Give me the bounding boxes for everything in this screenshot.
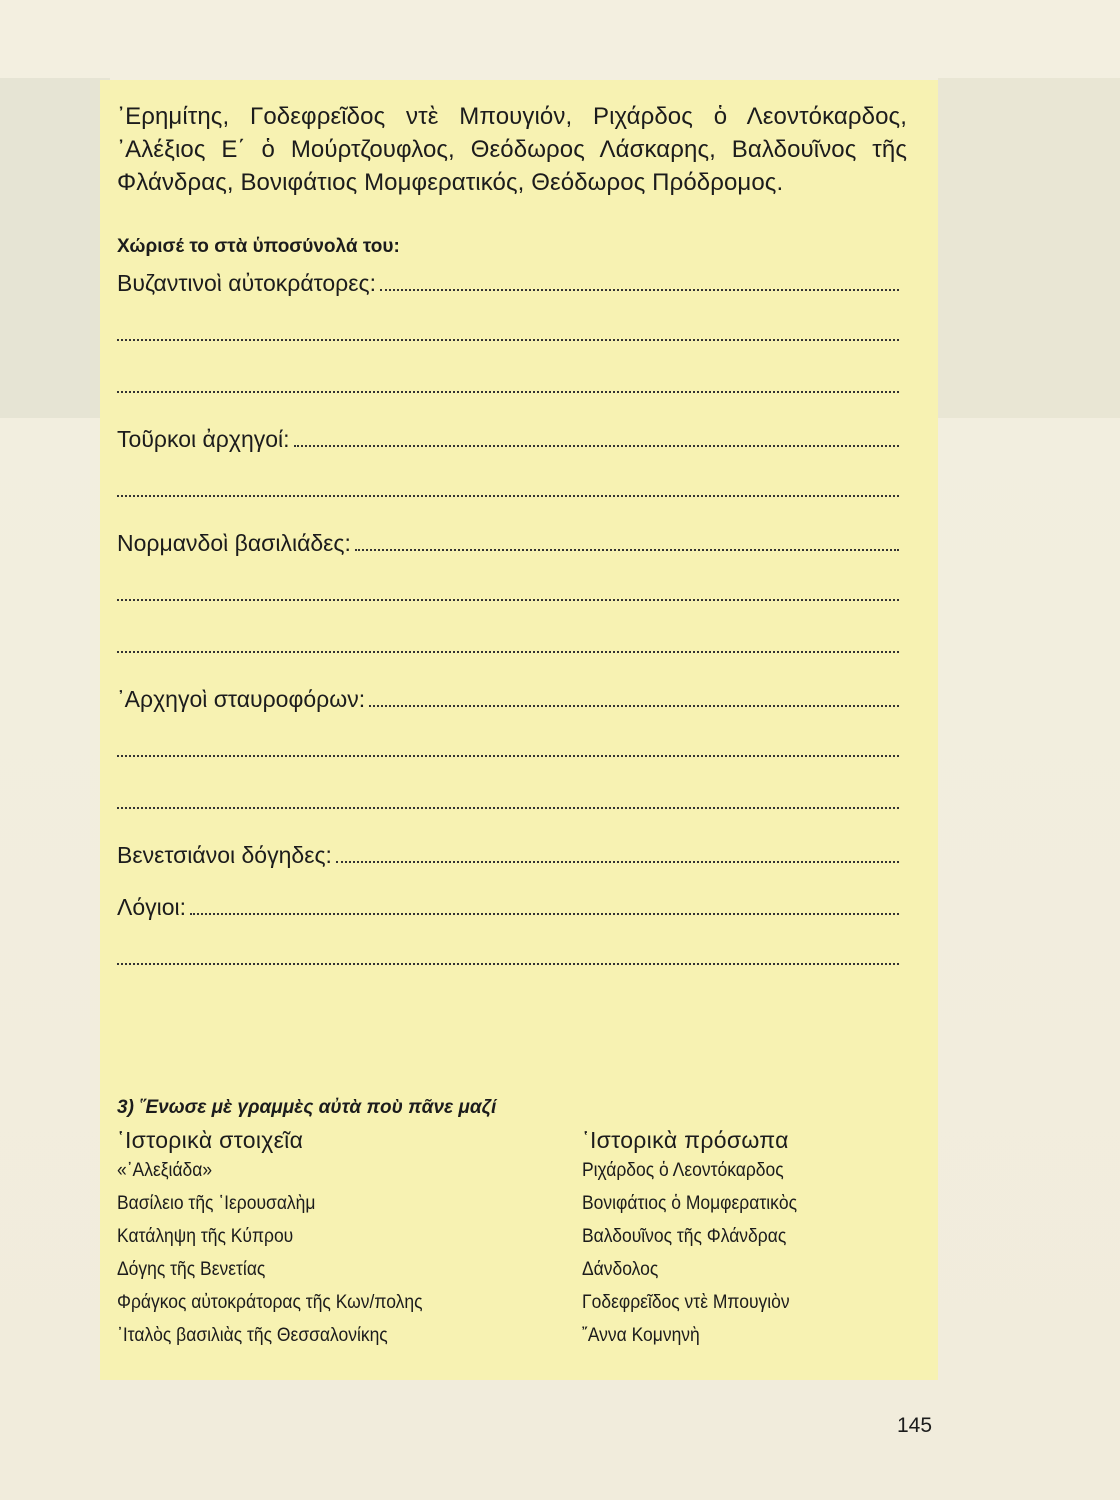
right-margin-band bbox=[938, 78, 1120, 418]
historical-person-item[interactable]: ῎Αννα Κομνηνὴ bbox=[582, 1325, 700, 1346]
answer-line[interactable] bbox=[117, 633, 899, 653]
historical-person-item[interactable]: Βονιφάτιος ὁ Μομφερατικὸς bbox=[582, 1193, 798, 1214]
right-items-list bbox=[582, 1154, 816, 1352]
answer-line[interactable] bbox=[190, 895, 899, 915]
answer-line[interactable] bbox=[336, 843, 899, 863]
field-block bbox=[117, 685, 907, 817]
answer-line-row[interactable] bbox=[117, 581, 907, 609]
answer-line-row[interactable] bbox=[117, 737, 907, 765]
historical-person-item[interactable]: Βαλδουῖνος τῆς Φλάνδρας bbox=[582, 1226, 787, 1247]
field-row[interactable] bbox=[117, 529, 907, 557]
answer-line-row[interactable] bbox=[117, 321, 907, 349]
answer-line-row[interactable] bbox=[117, 373, 907, 401]
field-row[interactable] bbox=[117, 425, 907, 453]
historical-person-item[interactable]: Δάνδολος bbox=[582, 1259, 659, 1280]
historical-element-item[interactable]: Βασίλειο τῆς ῾Ιερουσαλὴμ bbox=[117, 1193, 316, 1214]
historical-element-item[interactable]: Δόγης τῆς Βενετίας bbox=[117, 1259, 266, 1280]
field-block bbox=[117, 893, 907, 973]
answer-line[interactable] bbox=[380, 271, 899, 291]
exercise3-title: 3) ῞Ενωσε μὲ γραμμὲς αὐτὰ ποὺ πᾶνε μαζί bbox=[117, 1097, 497, 1118]
intro-text: ᾿Ερημίτης, Γοδεφρεῖδος ντὲ Μπουγιόν, Ριχάρδος ὁ Λεοντόκαρδος, ᾿Αλέξιος Ε΄ ὁ Μούρτζουφλος, Θεόδωρος Λάσκαρης, Βαλδουῖνος τῆς Φλάνδρας, Βονιφάτιος Μομφερατικός, Θεόδωρος Πρόδρομος. bbox=[117, 103, 907, 196]
historical-person-item[interactable]: Γοδεφρεῖδος ντὲ Μπουγιὸν bbox=[582, 1292, 790, 1313]
answer-line-row[interactable] bbox=[117, 633, 907, 661]
right-column-heading: ῾Ιστορικὰ πρόσωπα bbox=[582, 1127, 789, 1153]
field-label: Βυζαντινοὶ αὐτοκράτορες: bbox=[117, 270, 376, 296]
historical-person-item[interactable]: Ριχάρδος ὁ Λεοντόκαρδος bbox=[582, 1160, 784, 1181]
historical-element-item[interactable]: «᾿Αλεξιάδα» bbox=[117, 1160, 213, 1181]
answer-line[interactable] bbox=[294, 427, 899, 447]
field-label: ᾿Αρχηγοὶ σταυροφόρων: bbox=[117, 686, 366, 712]
answer-line[interactable] bbox=[117, 789, 899, 809]
exercise-content bbox=[117, 100, 907, 973]
answer-line[interactable] bbox=[117, 581, 899, 601]
answer-line[interactable] bbox=[117, 477, 899, 497]
left-margin-band bbox=[0, 78, 110, 418]
left-items-list bbox=[117, 1154, 449, 1352]
field-label: Βενετσιάνοι δόγηδες: bbox=[117, 842, 332, 868]
field-block bbox=[117, 529, 907, 661]
answer-line[interactable] bbox=[369, 687, 899, 707]
prompt-heading: Χώρισέ το στὰ ὑποσύνολά του: bbox=[117, 236, 400, 257]
fields-list bbox=[117, 269, 907, 973]
historical-element-item[interactable]: Φράγκος αὐτοκράτορας τῆς Κων/πολης bbox=[117, 1292, 423, 1313]
field-label: Τοῦρκοι ἀρχηγοί: bbox=[117, 426, 290, 452]
field-label: Νορμανδοὶ βασιλιάδες: bbox=[117, 530, 351, 556]
page-number: 145 bbox=[897, 1414, 933, 1437]
answer-line[interactable] bbox=[117, 321, 899, 341]
field-block bbox=[117, 841, 907, 869]
answer-line-row[interactable] bbox=[117, 945, 907, 973]
historical-persons-column bbox=[582, 1126, 816, 1352]
answer-line[interactable] bbox=[117, 945, 899, 965]
historical-elements-column bbox=[117, 1126, 449, 1352]
left-column-heading: ῾Ιστορικὰ στοιχεῖα bbox=[117, 1127, 304, 1153]
historical-element-item[interactable]: Κατάληψη τῆς Κύπρου bbox=[117, 1226, 294, 1247]
answer-line-row[interactable] bbox=[117, 789, 907, 817]
field-row[interactable] bbox=[117, 269, 907, 297]
field-row[interactable] bbox=[117, 893, 907, 921]
field-block bbox=[117, 269, 907, 401]
historical-element-item[interactable]: ᾿Ιταλὸς βασιλιὰς τῆς Θεσσαλονίκης bbox=[117, 1325, 388, 1346]
field-row[interactable] bbox=[117, 841, 907, 869]
field-label: Λόγιοι: bbox=[117, 894, 187, 920]
answer-line-row[interactable] bbox=[117, 477, 907, 505]
answer-line[interactable] bbox=[117, 373, 899, 393]
answer-line[interactable] bbox=[355, 531, 899, 551]
answer-line[interactable] bbox=[117, 737, 899, 757]
field-row[interactable] bbox=[117, 685, 907, 713]
field-block bbox=[117, 425, 907, 505]
